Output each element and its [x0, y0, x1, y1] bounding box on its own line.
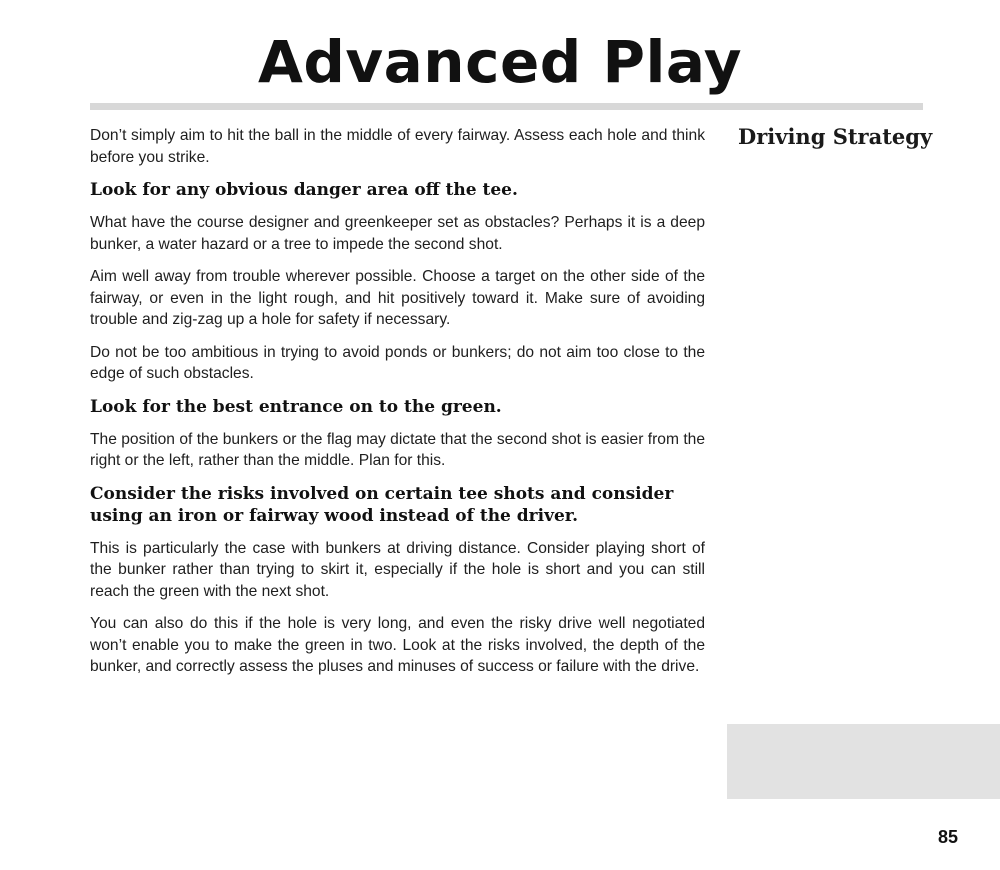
main-text-column [90, 125, 705, 689]
subheading-consider-risks: Consider the risks involved on certain tee shots and consider using an iron or fairway wood instead of the driver. [90, 483, 674, 526]
paragraph-position: The position of the bunkers or the flag may dictate that the second shot is easier from the right or the left, rather than the middle. Plan for this. [90, 430, 705, 469]
gray-panel [727, 724, 1000, 799]
subheading-danger-area: Look for any obvious danger area off the tee. [90, 180, 518, 200]
paragraph-long-hole: You can also do this if the hole is very long, and even the risky drive well negotiated won’t enable you to make the green in two. Look at the risks involved, the depth of the bunker, and correctly assess the pluses and minuses of success or failure with the drive. [90, 615, 705, 675]
paragraph-not-ambitious: Do not be too ambitious in trying to avoid ponds or bunkers; do not aim too close to the edge of such obstacles. [90, 343, 705, 382]
paragraph-bunkers: This is particularly the case with bunkers at driving distance. Consider playing short of the bunker rather than trying to skirt it, especially if the hole is short and you can still reach the green with the next shot. [90, 539, 705, 600]
title-rule [90, 103, 923, 110]
section-heading: Driving Strategy [738, 124, 933, 149]
subheading-green-entrance: Look for the best entrance on to the green. [90, 396, 502, 417]
intro-paragraph: Don’t simply aim to hit the ball in the middle of every fairway. Assess each hole and think before you strike. [90, 127, 705, 166]
page-title: Advanced Play [257, 28, 743, 96]
paragraph-aim-away: Aim well away from trouble wherever possible. Choose a target on the other side of the fairway, or even in the light rough, and hit positively toward it. Make sure of avoiding trouble and zig-zag up a hole for safety if necessary. [90, 268, 705, 328]
page-number: 85 [938, 827, 959, 847]
paragraph-obstacles: What have the course designer and greenkeeper set as obstacles? Perhaps it is a deep bunker, a water hazard or a tree to impede the second shot. [90, 214, 705, 253]
